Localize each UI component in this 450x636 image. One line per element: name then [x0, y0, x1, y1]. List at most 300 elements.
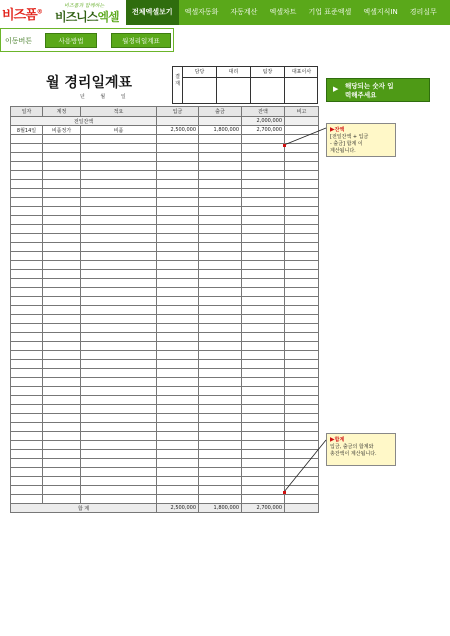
cell-date[interactable]	[11, 450, 43, 459]
cell-account[interactable]	[43, 342, 81, 351]
cell-withdraw[interactable]	[199, 450, 242, 459]
cell-account[interactable]	[43, 189, 81, 198]
cell-balance[interactable]	[242, 378, 285, 387]
cell-note[interactable]	[285, 144, 319, 153]
cell-withdraw[interactable]	[199, 261, 242, 270]
cell-note[interactable]	[285, 171, 319, 180]
cell-balance[interactable]	[242, 180, 285, 189]
cell-account[interactable]	[43, 333, 81, 342]
cell-date[interactable]	[11, 324, 43, 333]
cell-withdraw[interactable]	[199, 162, 242, 171]
cell-deposit[interactable]	[157, 495, 199, 504]
cell-memo[interactable]	[81, 468, 157, 477]
cell-balance[interactable]	[242, 405, 285, 414]
cell-memo[interactable]	[81, 252, 157, 261]
cell-memo[interactable]	[81, 306, 157, 315]
cell-withdraw[interactable]	[199, 423, 242, 432]
cell-date[interactable]	[11, 234, 43, 243]
cell-withdraw[interactable]	[199, 360, 242, 369]
cell-balance[interactable]	[242, 396, 285, 405]
cell-deposit[interactable]	[157, 180, 199, 189]
cell-date[interactable]	[11, 180, 43, 189]
cell-memo[interactable]	[81, 450, 157, 459]
cell-deposit[interactable]	[157, 189, 199, 198]
cell-note[interactable]	[285, 270, 319, 279]
cell-date[interactable]	[11, 216, 43, 225]
cell-withdraw[interactable]	[199, 252, 242, 261]
cell-memo[interactable]	[81, 324, 157, 333]
cell-account[interactable]	[43, 288, 81, 297]
cell-balance[interactable]	[242, 495, 285, 504]
cell-deposit[interactable]	[157, 342, 199, 351]
cell-date[interactable]	[11, 387, 43, 396]
cell-balance[interactable]	[242, 441, 285, 450]
cell-account[interactable]: 비품정가	[43, 126, 81, 135]
cell-withdraw[interactable]	[199, 171, 242, 180]
cell-date[interactable]	[11, 378, 43, 387]
nav-item-2[interactable]: 자동계산	[230, 8, 258, 16]
cell-withdraw[interactable]	[199, 135, 242, 144]
cell-note[interactable]	[285, 432, 319, 441]
cell-memo[interactable]	[81, 360, 157, 369]
cell-memo[interactable]	[81, 342, 157, 351]
cell-account[interactable]	[43, 306, 81, 315]
nav-item-3[interactable]: 엑셀차트	[269, 8, 297, 16]
cell-account[interactable]	[43, 315, 81, 324]
cell-deposit[interactable]	[157, 198, 199, 207]
cell-withdraw[interactable]	[199, 414, 242, 423]
cell-date[interactable]	[11, 360, 43, 369]
cell-deposit[interactable]	[157, 405, 199, 414]
usage-button[interactable]: 사용방법	[45, 33, 97, 48]
cell-account[interactable]	[43, 414, 81, 423]
cell-balance[interactable]	[242, 351, 285, 360]
cell-date[interactable]	[11, 162, 43, 171]
cell-note[interactable]	[285, 279, 319, 288]
ledger-button[interactable]: 월경리일계표	[111, 33, 171, 48]
cell-deposit[interactable]	[157, 333, 199, 342]
cell-withdraw[interactable]	[199, 279, 242, 288]
cell-balance[interactable]	[242, 477, 285, 486]
cell-note[interactable]	[285, 495, 319, 504]
cell-note[interactable]	[285, 423, 319, 432]
cell-account[interactable]	[43, 351, 81, 360]
approval-col-ceo[interactable]: 대표이사	[285, 67, 318, 103]
cell-note[interactable]	[285, 126, 319, 135]
cell-account[interactable]	[43, 234, 81, 243]
cell-deposit[interactable]	[157, 288, 199, 297]
cell-date[interactable]	[11, 405, 43, 414]
cell-withdraw[interactable]	[199, 387, 242, 396]
cell-memo[interactable]	[81, 144, 157, 153]
cell-withdraw[interactable]	[199, 486, 242, 495]
cell-memo[interactable]	[81, 162, 157, 171]
cell-account[interactable]	[43, 243, 81, 252]
cell-account[interactable]	[43, 396, 81, 405]
cell-date[interactable]	[11, 288, 43, 297]
cell-withdraw[interactable]	[199, 351, 242, 360]
cell-date[interactable]	[11, 495, 43, 504]
cell-deposit[interactable]	[157, 162, 199, 171]
cell-memo[interactable]	[81, 423, 157, 432]
cell-note[interactable]	[285, 225, 319, 234]
business-excel-logo[interactable]: 비즈니스엑셀	[55, 10, 119, 24]
cell-balance[interactable]	[242, 360, 285, 369]
cell-memo[interactable]	[81, 378, 157, 387]
cell-account[interactable]	[43, 261, 81, 270]
cell-withdraw[interactable]	[199, 342, 242, 351]
cell-memo[interactable]	[81, 495, 157, 504]
cell-balance[interactable]	[242, 279, 285, 288]
cell-note[interactable]	[285, 162, 319, 171]
cell-date[interactable]	[11, 459, 43, 468]
cell-withdraw[interactable]	[199, 477, 242, 486]
cell-memo[interactable]	[81, 153, 157, 162]
cell-note[interactable]	[285, 477, 319, 486]
cell-note[interactable]	[285, 378, 319, 387]
cell-withdraw[interactable]	[199, 333, 242, 342]
cell-deposit[interactable]	[157, 360, 199, 369]
cell-withdraw[interactable]	[199, 144, 242, 153]
cell-balance[interactable]	[242, 252, 285, 261]
cell-account[interactable]	[43, 270, 81, 279]
cell-account[interactable]	[43, 252, 81, 261]
cell-date[interactable]	[11, 297, 43, 306]
cell-note[interactable]	[285, 153, 319, 162]
cell-deposit[interactable]	[157, 432, 199, 441]
cell-deposit[interactable]	[157, 315, 199, 324]
cell-account[interactable]	[43, 450, 81, 459]
nav-item-1[interactable]: 엑셀자동화	[184, 8, 219, 16]
cell-deposit[interactable]	[157, 270, 199, 279]
cell-date[interactable]	[11, 441, 43, 450]
cell-withdraw[interactable]	[199, 207, 242, 216]
cell-deposit[interactable]	[157, 450, 199, 459]
cell-withdraw[interactable]	[199, 198, 242, 207]
cell-memo[interactable]	[81, 369, 157, 378]
cell-withdraw[interactable]	[199, 324, 242, 333]
cell-memo[interactable]	[81, 396, 157, 405]
cell-balance[interactable]	[242, 135, 285, 144]
cell-memo[interactable]	[81, 189, 157, 198]
cell-deposit[interactable]	[157, 378, 199, 387]
cell-account[interactable]	[43, 432, 81, 441]
cell-account[interactable]	[43, 423, 81, 432]
cell-balance[interactable]	[242, 387, 285, 396]
cell-withdraw[interactable]	[199, 306, 242, 315]
cell-memo[interactable]	[81, 234, 157, 243]
cell-date[interactable]	[11, 432, 43, 441]
cell-deposit[interactable]	[157, 144, 199, 153]
cell-deposit[interactable]	[157, 261, 199, 270]
cell-date[interactable]	[11, 261, 43, 270]
cell-balance[interactable]	[242, 432, 285, 441]
cell-account[interactable]	[43, 297, 81, 306]
cell-balance[interactable]	[242, 414, 285, 423]
cell-memo[interactable]	[81, 207, 157, 216]
cell-balance[interactable]	[242, 306, 285, 315]
nav-item-5[interactable]: 엑셀지식IN	[363, 8, 398, 16]
cell-account[interactable]	[43, 198, 81, 207]
cell-deposit[interactable]	[157, 369, 199, 378]
cell-note[interactable]	[285, 360, 319, 369]
cell-memo[interactable]	[81, 387, 157, 396]
cell-balance[interactable]	[242, 486, 285, 495]
cell-date[interactable]	[11, 135, 43, 144]
cell-note[interactable]	[285, 243, 319, 252]
cell-balance[interactable]	[242, 225, 285, 234]
cell-deposit[interactable]	[157, 252, 199, 261]
cell-balance[interactable]	[242, 207, 285, 216]
cell-deposit[interactable]	[157, 486, 199, 495]
cell-balance[interactable]	[242, 162, 285, 171]
cell-account[interactable]	[43, 279, 81, 288]
carry-over-balance[interactable]: 2,000,000	[242, 117, 285, 126]
cell-balance[interactable]	[242, 297, 285, 306]
cell-memo[interactable]	[81, 225, 157, 234]
cell-note[interactable]	[285, 486, 319, 495]
cell-balance[interactable]	[242, 450, 285, 459]
cell-withdraw[interactable]	[199, 180, 242, 189]
cell-note[interactable]	[285, 387, 319, 396]
cell-withdraw[interactable]: 1,800,000	[199, 126, 242, 135]
cell-memo[interactable]	[81, 216, 157, 225]
cell-balance[interactable]: 2,700,000	[242, 126, 285, 135]
nav-item-6[interactable]: 경리실무	[409, 8, 437, 16]
cell-date[interactable]	[11, 252, 43, 261]
cell-date[interactable]	[11, 333, 43, 342]
cell-account[interactable]	[43, 324, 81, 333]
cell-balance[interactable]	[242, 144, 285, 153]
cell-note[interactable]	[285, 396, 319, 405]
cell-withdraw[interactable]	[199, 459, 242, 468]
cell-account[interactable]	[43, 180, 81, 189]
cell-memo[interactable]	[81, 414, 157, 423]
cell-withdraw[interactable]	[199, 234, 242, 243]
cell-withdraw[interactable]	[199, 378, 242, 387]
cell-withdraw[interactable]	[199, 396, 242, 405]
cell-date[interactable]	[11, 414, 43, 423]
cell-balance[interactable]	[242, 171, 285, 180]
cell-withdraw[interactable]	[199, 297, 242, 306]
cell-memo[interactable]: 비품	[81, 126, 157, 135]
cell-withdraw[interactable]	[199, 468, 242, 477]
cell-withdraw[interactable]	[199, 432, 242, 441]
cell-memo[interactable]	[81, 135, 157, 144]
cell-date[interactable]	[11, 315, 43, 324]
cell-deposit[interactable]	[157, 306, 199, 315]
cell-memo[interactable]	[81, 171, 157, 180]
cell-deposit[interactable]	[157, 396, 199, 405]
cell-date[interactable]	[11, 396, 43, 405]
cell-withdraw[interactable]	[199, 405, 242, 414]
cell-note[interactable]	[285, 324, 319, 333]
cell-withdraw[interactable]	[199, 216, 242, 225]
cell-account[interactable]	[43, 459, 81, 468]
cell-withdraw[interactable]	[199, 495, 242, 504]
cell-note[interactable]	[285, 252, 319, 261]
cell-note[interactable]	[285, 297, 319, 306]
cell-account[interactable]	[43, 477, 81, 486]
cell-date[interactable]	[11, 423, 43, 432]
cell-withdraw[interactable]	[199, 441, 242, 450]
cell-date[interactable]	[11, 171, 43, 180]
cell-deposit[interactable]	[157, 414, 199, 423]
cell-memo[interactable]	[81, 270, 157, 279]
cell-note[interactable]	[285, 342, 319, 351]
cell-withdraw[interactable]	[199, 369, 242, 378]
cell-date[interactable]	[11, 144, 43, 153]
cell-balance[interactable]	[242, 261, 285, 270]
cell-balance[interactable]	[242, 216, 285, 225]
cell-date[interactable]: 8월14일	[11, 126, 43, 135]
cell-deposit[interactable]	[157, 324, 199, 333]
cell-deposit[interactable]	[157, 153, 199, 162]
cell-memo[interactable]	[81, 477, 157, 486]
cell-memo[interactable]	[81, 297, 157, 306]
input-help-button[interactable]: ▶ 해당되는 숫자 입 력해주세요	[326, 78, 430, 102]
cell-balance[interactable]	[242, 243, 285, 252]
cell-memo[interactable]	[81, 333, 157, 342]
cell-account[interactable]	[43, 216, 81, 225]
cell-deposit[interactable]	[157, 234, 199, 243]
cell-deposit[interactable]	[157, 441, 199, 450]
cell-date[interactable]	[11, 477, 43, 486]
cell-deposit[interactable]	[157, 477, 199, 486]
cell-memo[interactable]	[81, 441, 157, 450]
cell-note[interactable]	[285, 414, 319, 423]
cell-withdraw[interactable]	[199, 315, 242, 324]
cell-balance[interactable]	[242, 198, 285, 207]
cell-memo[interactable]	[81, 288, 157, 297]
cell-account[interactable]	[43, 225, 81, 234]
cell-note[interactable]	[285, 468, 319, 477]
cell-note[interactable]	[285, 234, 319, 243]
cell-deposit[interactable]	[157, 279, 199, 288]
cell-date[interactable]	[11, 270, 43, 279]
cell-memo[interactable]	[81, 198, 157, 207]
approval-col-manager[interactable]: 팀장	[251, 67, 285, 103]
cell-account[interactable]	[43, 153, 81, 162]
cell-balance[interactable]	[242, 153, 285, 162]
cell-balance[interactable]	[242, 423, 285, 432]
approval-col-assistant[interactable]: 대리	[217, 67, 251, 103]
cell-account[interactable]	[43, 495, 81, 504]
cell-deposit[interactable]	[157, 459, 199, 468]
cell-balance[interactable]	[242, 288, 285, 297]
cell-memo[interactable]	[81, 180, 157, 189]
cell-deposit[interactable]	[157, 207, 199, 216]
cell-memo[interactable]	[81, 315, 157, 324]
cell-withdraw[interactable]	[199, 243, 242, 252]
cell-date[interactable]	[11, 225, 43, 234]
cell-note[interactable]	[285, 306, 319, 315]
cell-withdraw[interactable]	[199, 225, 242, 234]
cell-deposit[interactable]	[157, 297, 199, 306]
cell-deposit[interactable]	[157, 171, 199, 180]
cell-deposit[interactable]	[157, 423, 199, 432]
cell-note[interactable]	[285, 369, 319, 378]
cell-memo[interactable]	[81, 243, 157, 252]
cell-account[interactable]	[43, 441, 81, 450]
cell-balance[interactable]	[242, 333, 285, 342]
cell-account[interactable]	[43, 405, 81, 414]
cell-deposit[interactable]	[157, 225, 199, 234]
cell-memo[interactable]	[81, 486, 157, 495]
cell-note[interactable]	[285, 189, 319, 198]
cell-memo[interactable]	[81, 351, 157, 360]
cell-account[interactable]	[43, 171, 81, 180]
cell-account[interactable]	[43, 369, 81, 378]
cell-date[interactable]	[11, 153, 43, 162]
cell-note[interactable]	[285, 180, 319, 189]
cell-balance[interactable]	[242, 468, 285, 477]
cell-balance[interactable]	[242, 189, 285, 198]
cell-balance[interactable]	[242, 315, 285, 324]
cell-note[interactable]	[285, 198, 319, 207]
cell-note[interactable]	[285, 135, 319, 144]
cell-date[interactable]	[11, 351, 43, 360]
cell-account[interactable]	[43, 162, 81, 171]
cell-note[interactable]	[285, 288, 319, 297]
cell-memo[interactable]	[81, 432, 157, 441]
cell-withdraw[interactable]	[199, 189, 242, 198]
cell-memo[interactable]	[81, 279, 157, 288]
cell-deposit[interactable]	[157, 135, 199, 144]
cell-account[interactable]	[43, 468, 81, 477]
cell-note[interactable]	[285, 207, 319, 216]
cell-note[interactable]	[285, 351, 319, 360]
cell-account[interactable]	[43, 360, 81, 369]
cell-memo[interactable]	[81, 261, 157, 270]
cell-account[interactable]	[43, 378, 81, 387]
cell-note[interactable]	[285, 405, 319, 414]
cell-note[interactable]	[285, 315, 319, 324]
cell-date[interactable]	[11, 306, 43, 315]
cell-balance[interactable]	[242, 459, 285, 468]
cell-account[interactable]	[43, 207, 81, 216]
cell-note[interactable]	[285, 216, 319, 225]
cell-account[interactable]	[43, 144, 81, 153]
cell-balance[interactable]	[242, 324, 285, 333]
cell-memo[interactable]	[81, 405, 157, 414]
nav-item-0[interactable]: 전체엑셀보기	[126, 0, 179, 25]
cell-withdraw[interactable]	[199, 153, 242, 162]
cell-note[interactable]	[285, 450, 319, 459]
cell-deposit[interactable]	[157, 351, 199, 360]
logo-area[interactable]	[0, 0, 126, 25]
cell-account[interactable]	[43, 387, 81, 396]
cell-note[interactable]	[285, 261, 319, 270]
cell-account[interactable]	[43, 135, 81, 144]
cell-balance[interactable]	[242, 369, 285, 378]
cell-date[interactable]	[11, 468, 43, 477]
cell-deposit[interactable]: 2,500,000	[157, 126, 199, 135]
cell-deposit[interactable]	[157, 387, 199, 396]
cell-deposit[interactable]	[157, 216, 199, 225]
cell-date[interactable]	[11, 279, 43, 288]
cell-withdraw[interactable]	[199, 288, 242, 297]
cell-balance[interactable]	[242, 234, 285, 243]
cell-date[interactable]	[11, 198, 43, 207]
approval-col-staff[interactable]: 담당	[183, 67, 217, 103]
cell-balance[interactable]	[242, 270, 285, 279]
cell-date[interactable]	[11, 243, 43, 252]
cell-note[interactable]	[285, 459, 319, 468]
cell-date[interactable]	[11, 369, 43, 378]
cell-date[interactable]	[11, 189, 43, 198]
cell-deposit[interactable]	[157, 468, 199, 477]
